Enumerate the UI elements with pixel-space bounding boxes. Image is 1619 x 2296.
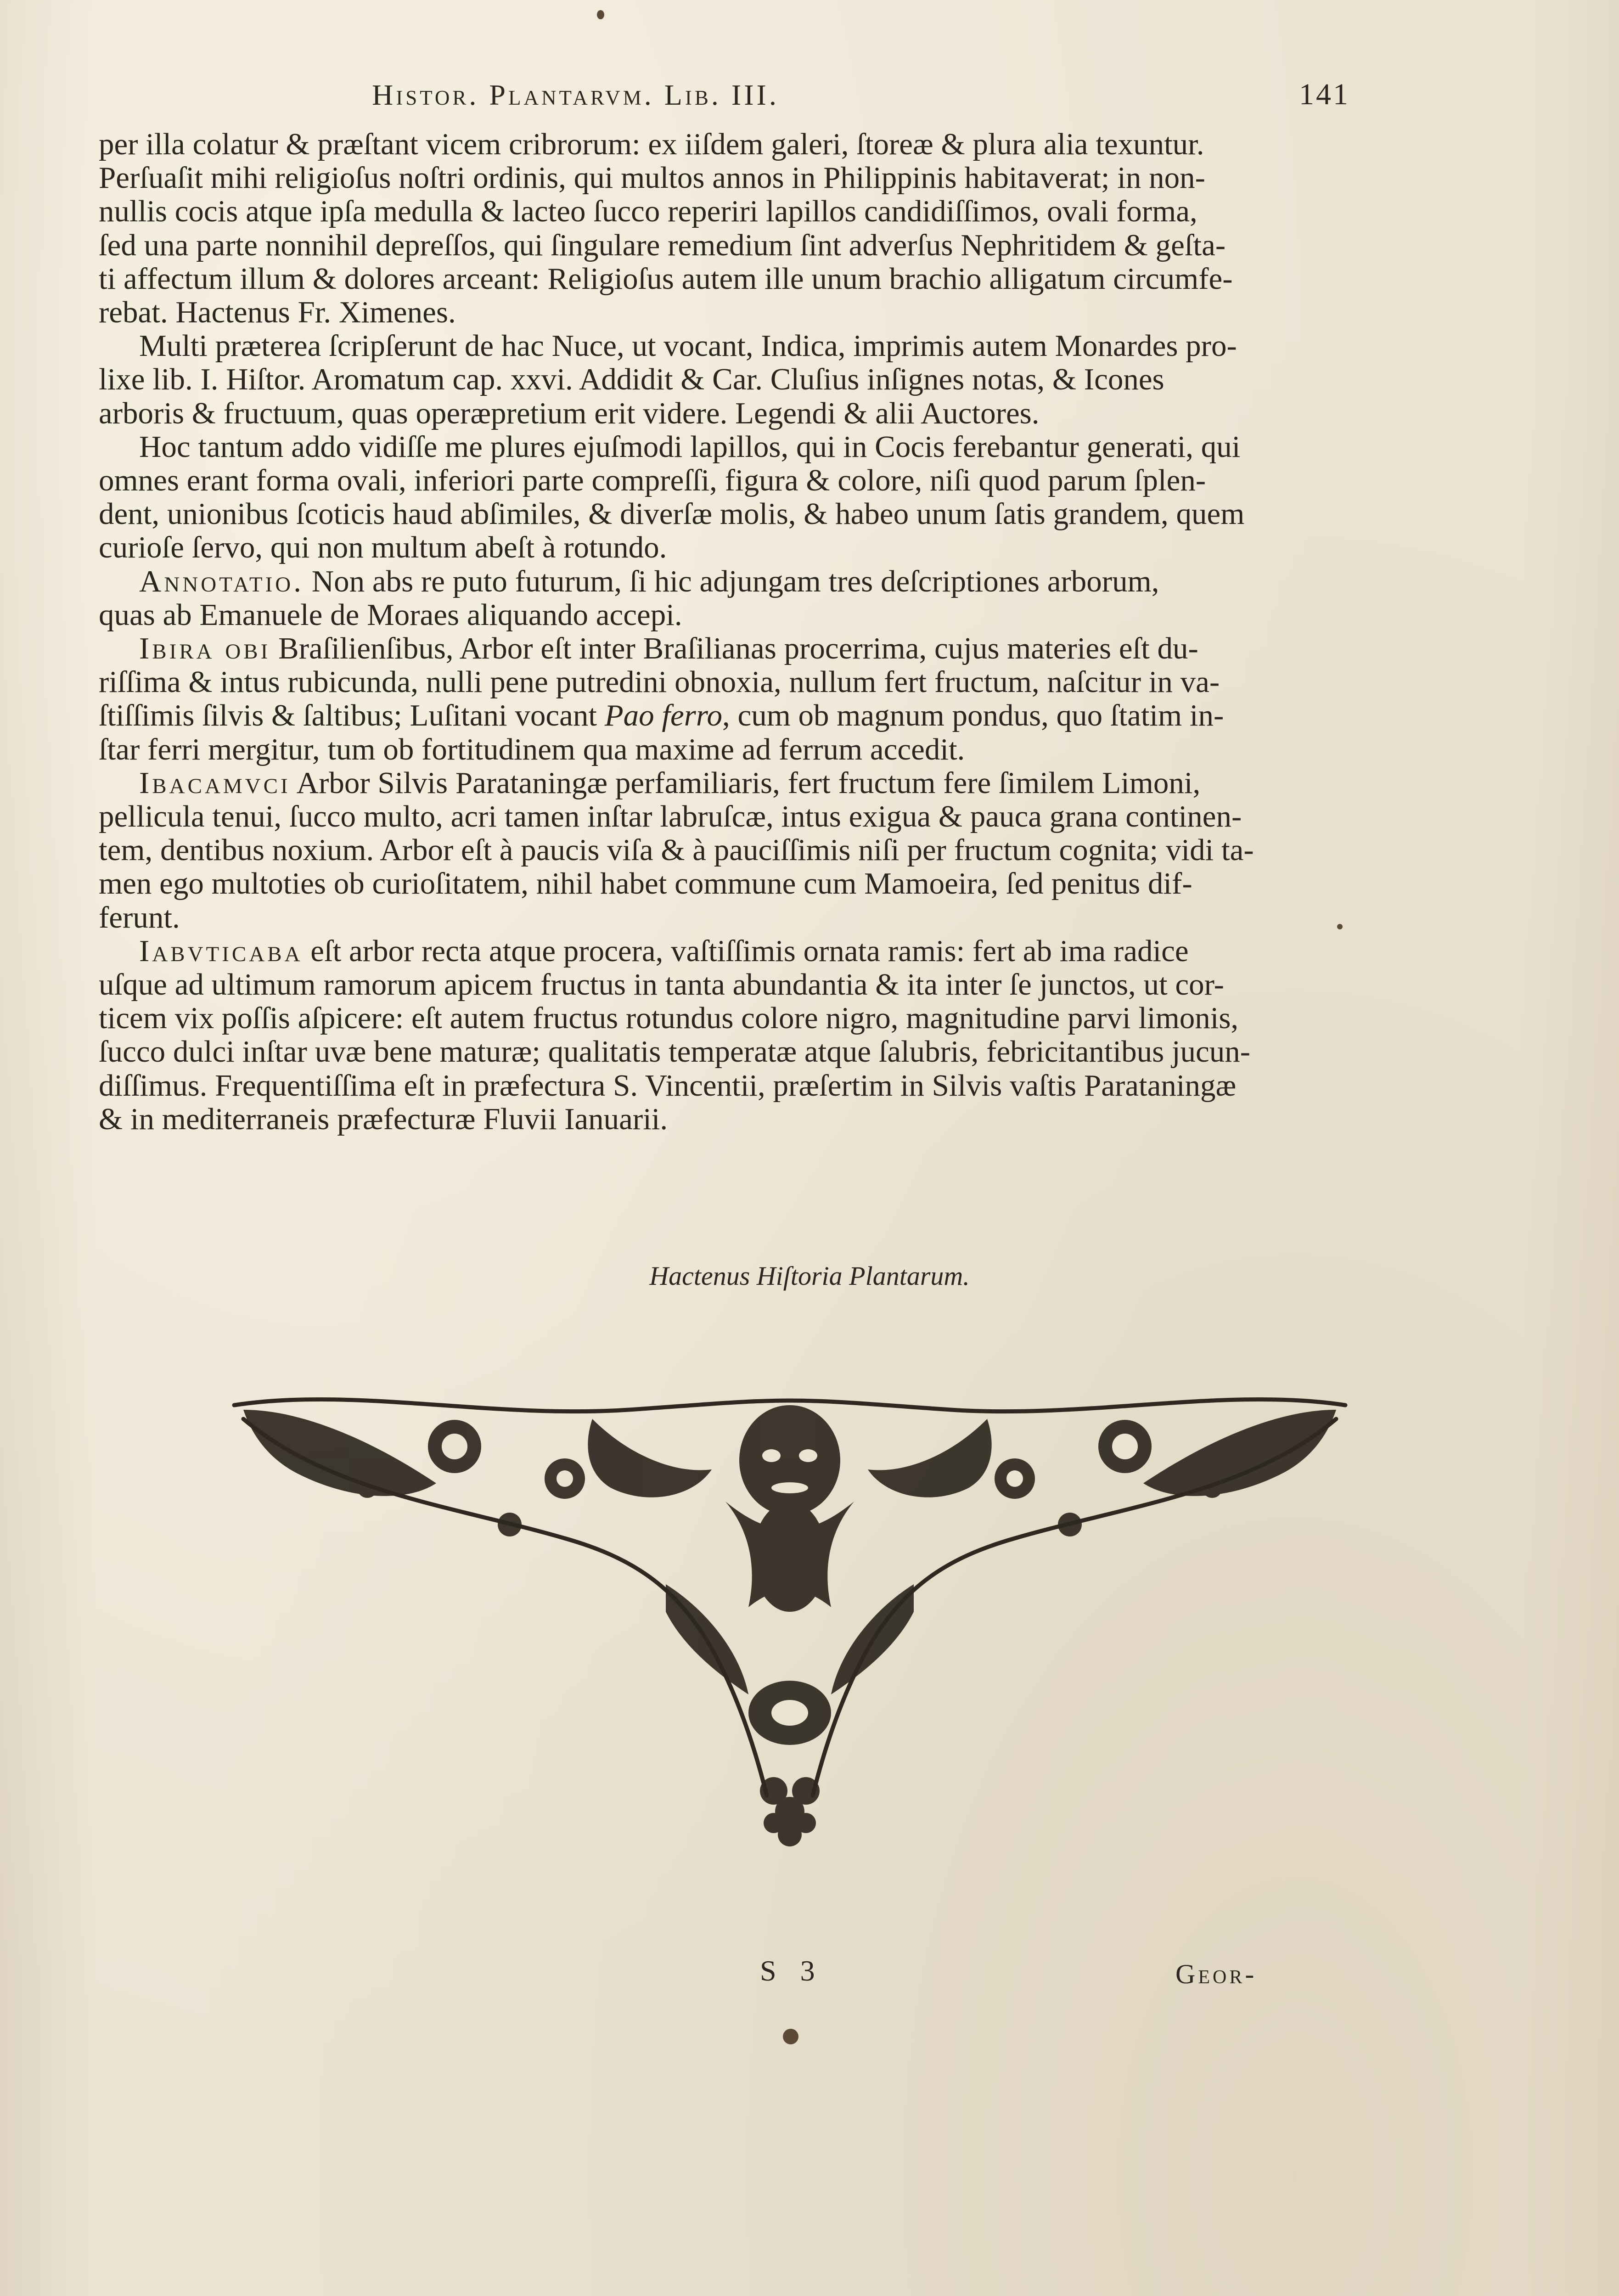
text-line: Ibacamvci Arbor Silvis Parataningæ perfamiliaris, fert fructum fere ſimilem Limoni,: [139, 765, 1201, 800]
signature-mark: S 3: [760, 1954, 823, 1987]
paragraph-lead: Iabvticaba: [139, 934, 303, 968]
text-line: Ibira obi Braſilienſibus, Arbor eſt inter Braſilianas procerrima, cujus materies eſt du-: [139, 631, 1198, 666]
paragraph-lead: Ibacamvci: [139, 765, 291, 800]
text-line: curioſe ſervo, qui non multum abeſt à rotundo.: [99, 530, 667, 565]
paragraph: [99, 565, 1341, 632]
text-line: riſſima & intus rubicunda, nulli pene putredini obnoxia, nullum fert fructum, naſcitur in va-: [99, 665, 1220, 699]
italic-term: Pao ferro: [604, 698, 722, 733]
tailpiece-ornament: [216, 1391, 1364, 1860]
paragraph: [99, 329, 1341, 430]
page-number: 141: [1299, 78, 1350, 111]
paragraph: [99, 128, 1341, 329]
text-line: lixe lib. I. Hiſtor. Aromatum cap. xxvi. Addidit & Car. Cluſius inſignes notas, & Icones: [99, 362, 1164, 397]
text-line: ſtar ferri mergitur, tum ob fortitudinem qua maxime ad ferrum accedit.: [99, 732, 965, 766]
paragraph: [99, 632, 1341, 766]
text-line: ticem vix poſſis aſpicere: eſt autem fructus rotundus colore nigro, magnitudine parvi limonis,: [99, 1001, 1239, 1035]
catchword: Geor-: [1175, 1959, 1257, 1989]
ink-speck: [597, 10, 604, 19]
ink-speck: [783, 2029, 798, 2044]
text-line: dent, unionibus ſcoticis haud abſimiles, & diverſæ molis, & habeo unum ſatis grandem, quem: [99, 497, 1245, 531]
closing-line: Hactenus Hiſtoria Plantarum.: [649, 1261, 970, 1291]
text-line: Perſuaſit mihi religioſus noſtri ordinis, qui multos annos in Philippinis habitaverat; in non-: [99, 161, 1205, 195]
paragraph: [99, 430, 1341, 565]
paragraph: [99, 934, 1341, 1136]
text-line: quas ab Emanuele de Moraes aliquando accepi.: [99, 597, 682, 632]
paragraph: [99, 766, 1341, 934]
text-line: ti affectum illum & dolores arceant: Religioſus autem ille unum brachio alligatum circumfe-: [99, 261, 1233, 296]
text-line: ſtiſſimis ſilvis & ſaltibus; Luſitani vocant Pao ferro, cum ob magnum pondus, quo ſtatim in-: [99, 698, 1224, 733]
text-line: pellicula tenui, ſucco multo, acri tamen inſtar labruſcæ, intus exigua & pauca grana continen-: [99, 799, 1242, 834]
text-line: Annotatio. Non abs re puto futurum, ſi hic adjungam tres deſcriptiones arborum,: [139, 564, 1159, 598]
text-line: men ego multoties ob curioſitatem, nihil habet commune cum Mamoeira, ſed penitus dif-: [99, 867, 1192, 901]
text-line: ſed una parte nonnihil depreſſos, qui ſingulare remedium ſint adverſus Nephritidem & geſta-: [99, 228, 1226, 262]
text-line: Iabvticaba eſt arbor recta atque procera, vaſtiſſimis ornata ramis: fert ab ima radice: [139, 934, 1189, 968]
text-line: uſque ad ultimum ramorum apicem fructus in tanta abundantia & ita inter ſe junctos, ut cor-: [99, 968, 1224, 1002]
text-line: ſucco dulci inſtar uvæ bene maturæ; qualitatis temperatæ atque ſalubris, febricitantibus jucun-: [99, 1035, 1251, 1069]
text-line: arboris & fructuum, quas operæpretium erit videre. Legendi & alii Auctores.: [99, 396, 1040, 430]
running-head-title: Histor. Plantarvm. Lib. III.: [372, 79, 779, 111]
text-line: & in mediterraneis præfecturæ Fluvii Ianuarii.: [99, 1102, 668, 1136]
ink-speck: [1337, 924, 1343, 929]
text-line: ferunt.: [99, 900, 180, 934]
text-line: omnes erant forma ovali, inferiori parte compreſſi, figura & colore, niſi quod parum ſplen-: [99, 463, 1206, 498]
text-line: tem, dentibus noxium. Arbor eſt à paucis viſa & à pauciſſimis niſi per fructum cognita; vidi ta-: [99, 833, 1254, 867]
paragraph-lead: Ibira obi: [139, 631, 271, 666]
text-line: per illa colatur & præſtant vicem cribrorum: ex iiſdem galeri, ſtoreæ & plura alia texuntur.: [99, 127, 1204, 161]
text-line: diſſimus. Frequentiſſima eſt in præfectura S. Vincentii, præſertim in Silvis vaſtis Parataningæ: [99, 1068, 1237, 1103]
body-text: [99, 128, 1341, 1136]
paragraph-lead: Annotatio.: [139, 564, 304, 598]
text-line: Hoc tantum addo vidiſſe me plures ejuſmodi lapillos, qui in Cocis ferebantur generati, qui: [139, 429, 1241, 464]
text-line: rebat. Hactenus Fr. Ximenes.: [99, 295, 456, 330]
running-head: [372, 69, 1350, 115]
text-line: Multi præterea ſcripſerunt de hac Nuce, ut vocant, Indica, imprimis autem Monardes pro-: [139, 329, 1237, 363]
text-line: nullis cocis atque ipſa medulla & lacteo ſucco reperiri lapillos candidiſſimos, ovali forma,: [99, 194, 1197, 229]
